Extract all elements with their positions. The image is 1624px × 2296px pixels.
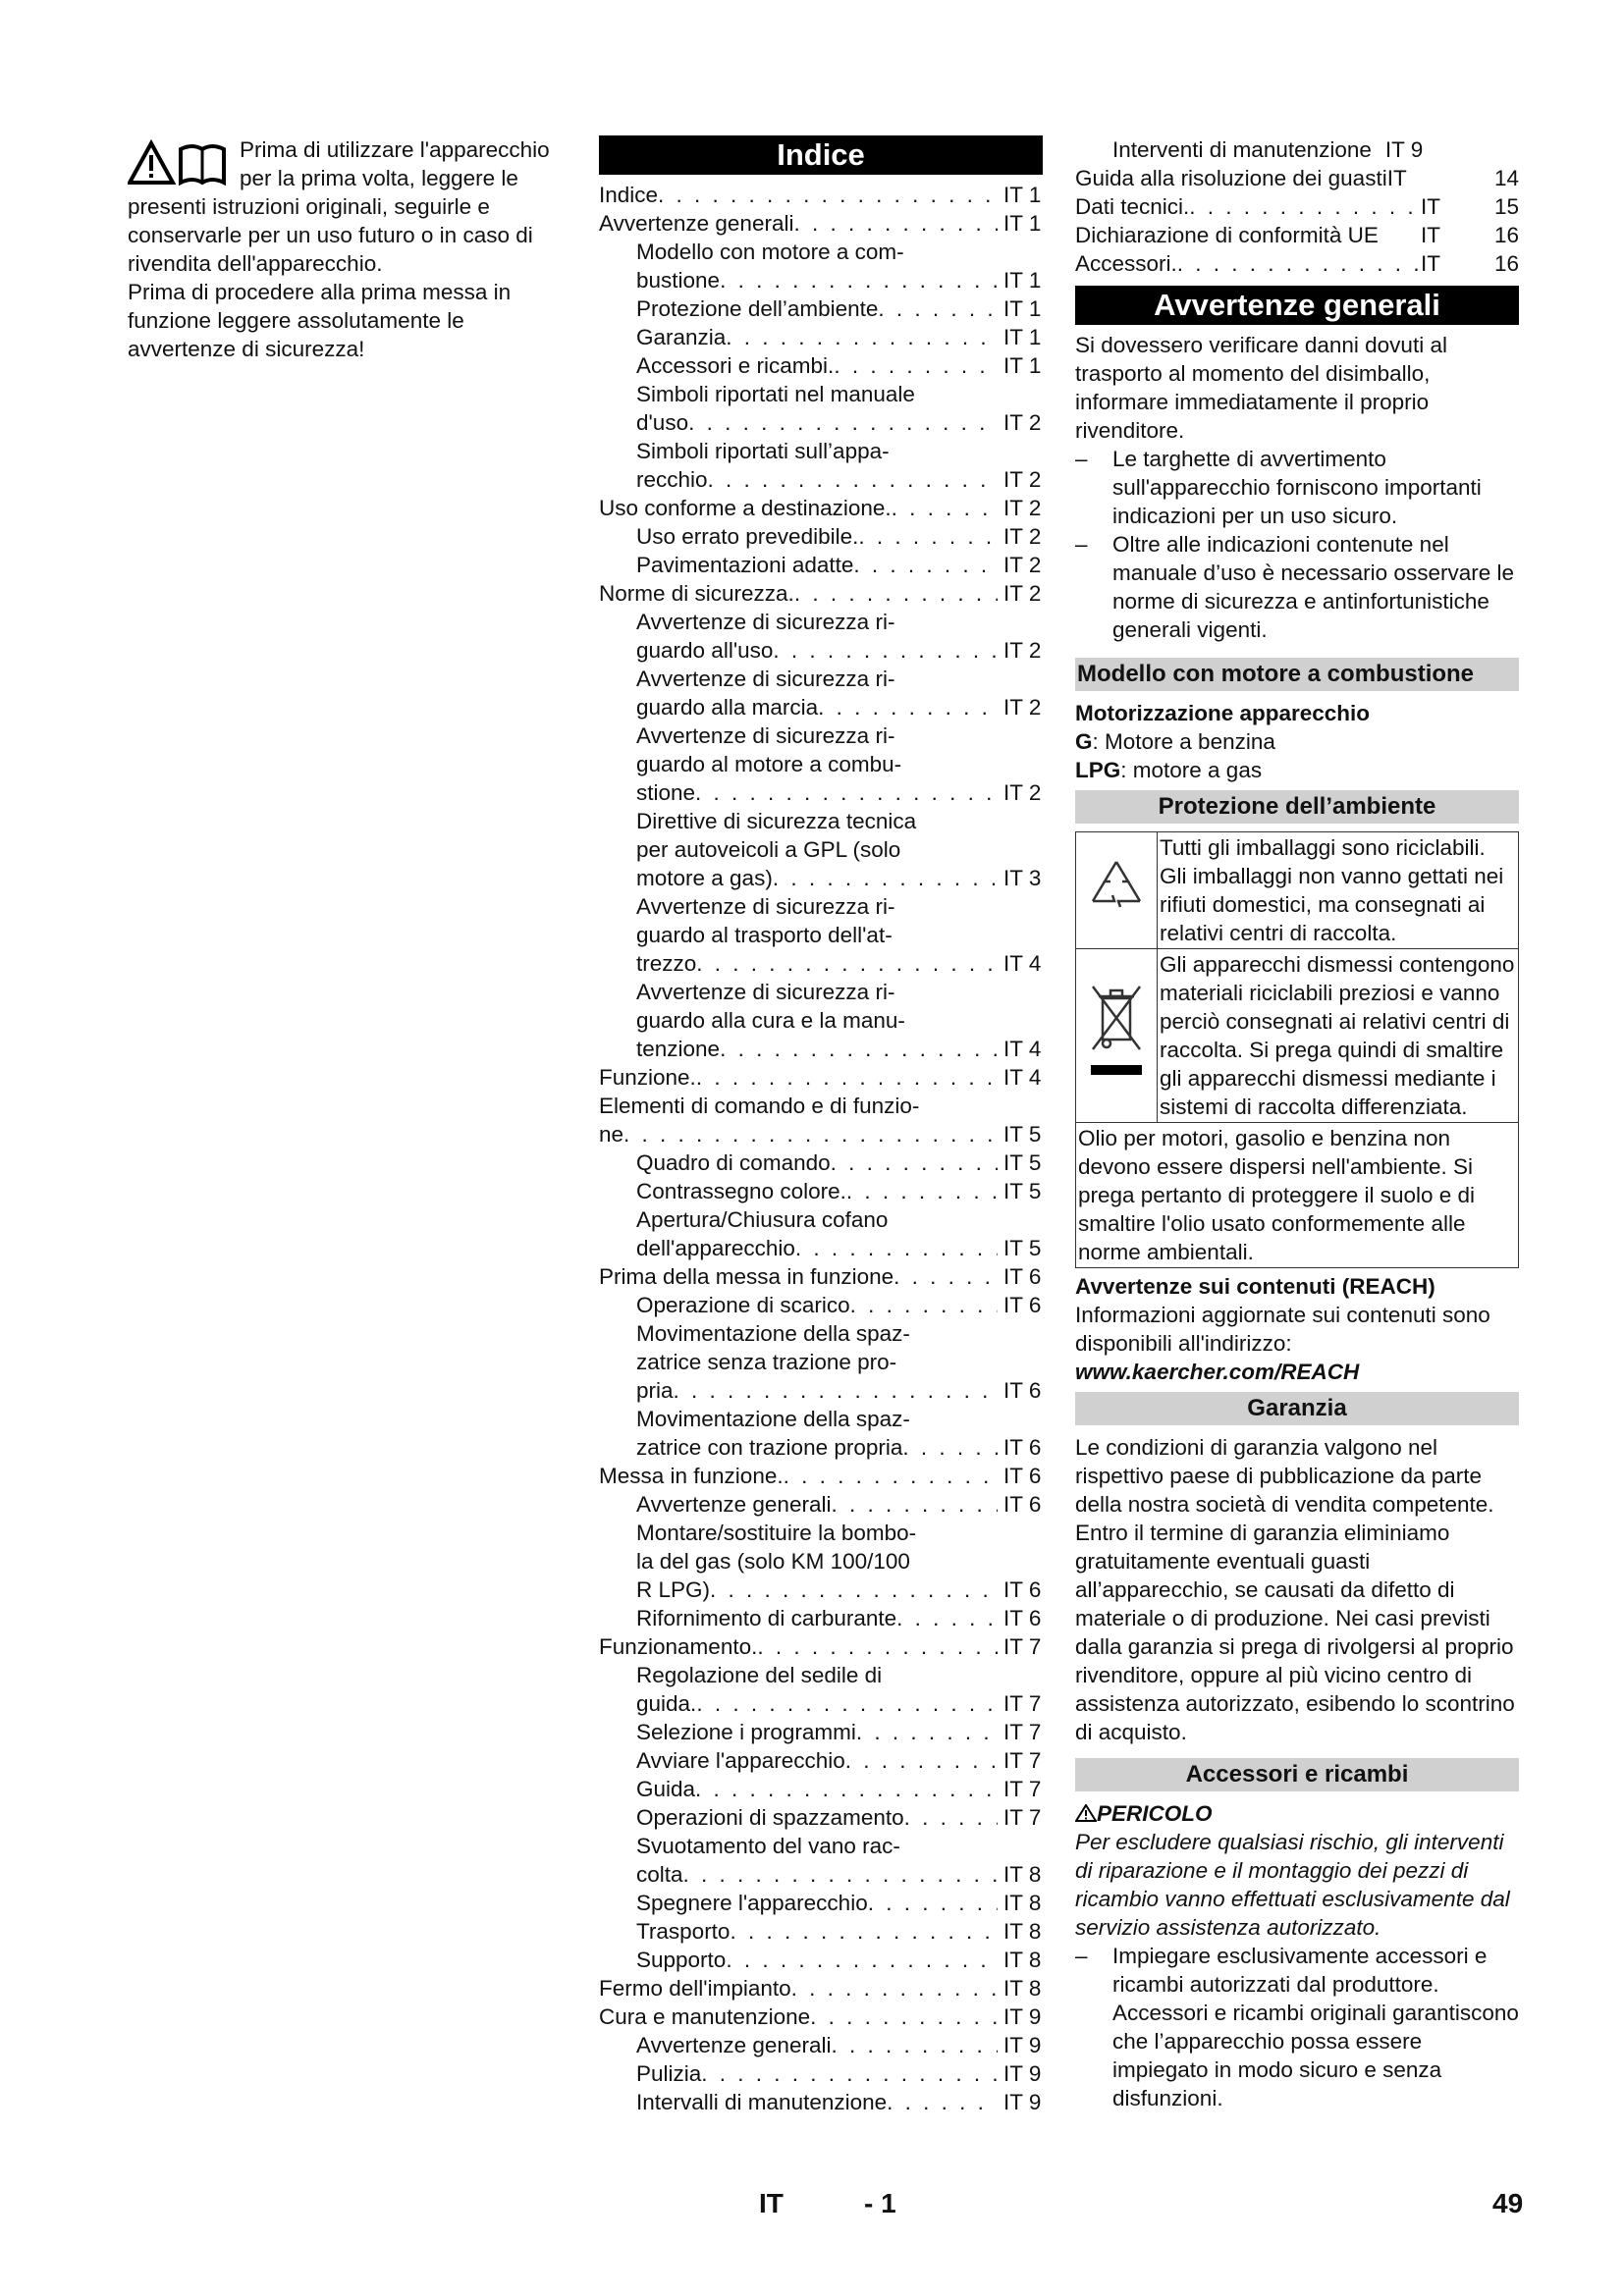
- toc-entry[interactable]: Protezione dell’ambiente . . . IT 1: [599, 294, 1043, 323]
- toc-entry[interactable]: bustione . . . IT 1: [599, 266, 1043, 294]
- toc-entry[interactable]: guardo all'uso . . . IT 2: [599, 636, 1043, 665]
- toc-entry[interactable]: Spegnere l'apparecchio . . . IT 8: [599, 1889, 1043, 1917]
- toc-entry[interactable]: guida. . . . IT 7: [599, 1689, 1043, 1718]
- toc-entry[interactable]: tenzione . . . IT 4: [599, 1035, 1043, 1063]
- toc-entry[interactable]: Trasporto . . . IT 8: [599, 1917, 1043, 1946]
- toc-entry[interactable]: d'uso . . . IT 2: [599, 408, 1043, 437]
- toc-entry[interactable]: motore a gas) . . . IT 3: [599, 864, 1043, 892]
- model-heading: Modello con motore a combustione: [1075, 658, 1519, 691]
- toc-entry[interactable]: Guida alla risoluzione dei guasti IT 14: [1075, 166, 1519, 190]
- accessories-bullet: – Impiegare esclusivamente accessori e ricambi autorizzati dal produttore. Accessori e ricambi originali garantiscono che l’apparecchio possa essere impiegato in modo sicuro e senza disfunzioni.: [1075, 1942, 1519, 2112]
- intro-paragraph-1: Prima di utilizzare l'apparecchio per la prima volta, leggere le presenti istruzioni originali, seguirle e conservarle per un uso futuro o in caso di rivendita dell'apparecchio.: [128, 137, 550, 276]
- footer-page-number: 49: [1492, 2188, 1524, 2218]
- warning-icon: [1075, 1804, 1097, 1822]
- warranty-text: Le condizioni di garanzia valgono nel rispettivo paese di pubblicazione da parte della nostra società di vendita competente. Entro il termine di garanzia eliminiamo gratuitamente eventuali guasti all’apparecchio, se causati da difetto di materiale o di produzione. Nei casi previsti dalla garanzia si prega di rivolgersi al proprio rivenditore, oppure al più vicino centro di assistenza autorizzato, esibendo lo scontrino di acquisto.: [1075, 1435, 1515, 1744]
- toc-entry[interactable]: Dati tecnici. . . . IT 15: [1075, 192, 1519, 221]
- toc-entry[interactable]: Avvertenze generali . . . IT 1: [599, 209, 1043, 238]
- reach-text: Informazioni aggiornate sui contenuti sono disponibili all'indirizzo:: [1075, 1303, 1490, 1356]
- toc-entry[interactable]: Fermo dell'impianto . . . IT 8: [599, 1974, 1043, 2002]
- toc-entry-line: Elementi di comando e di funzio-: [599, 1094, 920, 1118]
- toc-entry-line: Avvertenze di sicurezza ri-: [636, 610, 895, 634]
- toc-entry[interactable]: Rifornimento di carburante . . . IT 6: [599, 1604, 1043, 1632]
- toc-entry-line: per autoveicoli a GPL (solo: [636, 837, 901, 862]
- warranty-heading: Garanzia: [1075, 1392, 1519, 1425]
- toc-entry-line: Modello con motore a com-: [636, 240, 904, 264]
- intro-paragraph-2: Prima di procedere alla prima messa in funzione leggere assolutamente le avvertenze di sicurezza!: [128, 280, 512, 361]
- toc-entry[interactable]: Funzionamento. . . . IT 7: [599, 1632, 1043, 1661]
- toc-entry-line: Simboli riportati sull’appa-: [636, 439, 890, 463]
- toc-entry-line: Apertura/Chiusura cofano: [636, 1207, 889, 1232]
- weee-bin-icon: [1076, 949, 1158, 1123]
- toc-entry[interactable]: Prima della messa in funzione . . . IT 6: [599, 1262, 1043, 1291]
- toc-entry-line: Montare/sostituire la bombo-: [636, 1521, 917, 1545]
- danger-label: PERICOLO: [1075, 1799, 1519, 1828]
- toc-entry[interactable]: R LPG) . . . IT 6: [599, 1575, 1043, 1604]
- toc-entry-line: Direttive di sicurezza tecnica: [636, 809, 917, 833]
- toc-entry-line: guardo alla cura e la manu-: [636, 1008, 905, 1033]
- toc-entry[interactable]: Garanzia . . . IT 1: [599, 323, 1043, 351]
- toc-entry[interactable]: Dichiarazione di conformità UE IT 16: [1075, 223, 1519, 247]
- toc-entry-line: Avvertenze di sicurezza ri-: [636, 667, 895, 691]
- accessories-heading: Accessori e ricambi: [1075, 1758, 1519, 1791]
- toc-entry[interactable]: zatrice con trazione propria . . . IT 6: [599, 1433, 1043, 1462]
- toc-entry[interactable]: Guida . . . IT 7: [599, 1775, 1043, 1803]
- toc-entry-line: zatrice senza trazione pro-: [636, 1350, 897, 1374]
- reach-link[interactable]: www.kaercher.com/REACH: [1075, 1360, 1360, 1384]
- toc-entry[interactable]: Uso errato prevedibile. . . . IT 2: [599, 522, 1043, 551]
- toc-entry[interactable]: Quadro di comando . . . IT 5: [599, 1148, 1043, 1177]
- content-column: [1075, 135, 1519, 2112]
- toc-entry-line: la del gas (solo KM 100/100: [636, 1549, 910, 1574]
- footer-section-number: - 1: [864, 2188, 896, 2218]
- toc-entry[interactable]: pria . . . IT 6: [599, 1376, 1043, 1405]
- toc-entry[interactable]: Accessori e ricambi. . . . IT 1: [599, 351, 1043, 380]
- toc-entry-line: Avvertenze di sicurezza ri-: [636, 980, 895, 1004]
- toc-entry[interactable]: Accessori. . . . IT 16: [1075, 249, 1519, 278]
- index-column: [599, 135, 1043, 2116]
- index-heading: Indice: [599, 135, 1043, 175]
- toc-entry-line: Avvertenze di sicurezza ri-: [636, 894, 895, 919]
- footer-language: IT: [759, 2188, 784, 2218]
- toc-entry-line: Regolazione del sedile di: [636, 1663, 883, 1687]
- toc-entry-line: Avvertenze di sicurezza ri-: [636, 723, 895, 748]
- general-paragraph: Si dovessero verificare danni dovuti al trasporto al momento del disimballo, informare immediatamente il proprio rivenditore.: [1075, 333, 1447, 443]
- general-heading: Avvertenze generali: [1075, 286, 1519, 325]
- toc-entry[interactable]: Avvertenze generali . . . IT 9: [599, 2031, 1043, 2059]
- toc-entry[interactable]: Avvertenze generali . . . IT 6: [599, 1490, 1043, 1519]
- toc-entry-line: guardo al motore a combu-: [636, 752, 902, 776]
- recycle-icon: [1076, 832, 1158, 949]
- toc-entry[interactable]: Selezione i programmi . . . IT 7: [599, 1718, 1043, 1746]
- general-bullet-1: – Le targhette di avvertimento sull'apparecchio forniscono importanti indicazioni per un uso sicuro.: [1075, 445, 1519, 530]
- model-g-line: G: Motore a benzina: [1075, 729, 1275, 754]
- environment-heading: Protezione dell’ambiente: [1075, 790, 1519, 824]
- toc-entry[interactable]: Indice . . . IT 1: [599, 181, 1043, 209]
- toc-entry-line: Simboli riportati nel manuale: [636, 382, 915, 406]
- toc-entry[interactable]: guardo alla marcia . . . IT 2: [599, 693, 1043, 721]
- toc-entry-line: Movimentazione della spaz-: [636, 1321, 910, 1346]
- toc-entry-line: Movimentazione della spaz-: [636, 1407, 910, 1431]
- oil-text: Olio per motori, gasolio e benzina non devono essere dispersi nell'ambiente. Si prega pertanto di proteggere il suolo e di smaltire l'olio usato conformemente alle norme ambientali.: [1076, 1123, 1519, 1268]
- environment-table: [1075, 831, 1519, 1268]
- toc-entry[interactable]: Cura e manutenzione . . . IT 9: [599, 2002, 1043, 2031]
- toc-entry[interactable]: ne . . . IT 5: [599, 1120, 1043, 1148]
- model-lpg-line: LPG: motore a gas: [1075, 758, 1263, 782]
- toc-entry[interactable]: Pavimentazioni adatte . . . IT 2: [599, 551, 1043, 579]
- toc-entry-line: Svuotamento del vano rac-: [636, 1834, 900, 1858]
- toc-entry[interactable]: Norme di sicurezza. . . . IT 2: [599, 579, 1043, 608]
- toc-entry[interactable]: recchio . . . IT 2: [599, 465, 1043, 494]
- toc-entry[interactable]: colta . . . IT 8: [599, 1860, 1043, 1889]
- toc-entry[interactable]: Intervalli di manutenzione . . . IT 9: [599, 2088, 1043, 2116]
- toc-entry[interactable]: stione . . . IT 2: [599, 778, 1043, 807]
- toc-entry[interactable]: Funzione. . . . IT 4: [599, 1063, 1043, 1092]
- toc-entry[interactable]: dell'apparecchio . . . IT 5: [599, 1234, 1043, 1262]
- toc-entry[interactable]: Operazione di scarico . . . IT 6: [599, 1291, 1043, 1319]
- general-bullet-2: – Oltre alle indicazioni contenute nel manuale d’uso è necessario osservare le norme di sicurezza e antinfortunistiche generali vigenti.: [1075, 530, 1519, 644]
- reach-title: Avvertenze sui contenuti (REACH): [1075, 1274, 1435, 1299]
- toc-entry[interactable]: Avviare l'apparecchio . . . IT 7: [599, 1746, 1043, 1775]
- recycling-text: Tutti gli imballaggi sono riciclabili. Gli imballaggi non vanno gettati nei rifiuti domestici, ma consegnati ai relativi centri di raccolta.: [1158, 832, 1519, 949]
- intro-column: [128, 135, 569, 363]
- toc-entry[interactable]: Contrassegno colore. . . . IT 5: [599, 1177, 1043, 1205]
- toc-entry[interactable]: Interventi di manutenzione IT 9: [1112, 137, 1424, 162]
- toc-entry[interactable]: Uso conforme a destinazione. . . . IT 2: [599, 494, 1043, 522]
- toc-entry[interactable]: Pulizia . . . IT 9: [599, 2059, 1043, 2088]
- toc-entry[interactable]: Messa in funzione. . . . IT 6: [599, 1462, 1043, 1490]
- warning-manual-icon: [128, 139, 234, 187]
- weee-text: Gli apparecchi dismessi contengono materiali riciclabili preziosi e vanno perciò consegnati ai relativi centri di raccolta. Si prega quindi di smaltire gli apparecchi dismessi mediante i sistemi di raccolta differenziata.: [1158, 949, 1519, 1123]
- danger-text: Per escludere qualsiasi rischio, gli interventi di riparazione e il montaggio dei pezzi di ricambio vanno effettuati esclusivamente dal servizio assistenza autorizzato.: [1075, 1830, 1510, 1940]
- model-subtitle: Motorizzazione apparecchio: [1075, 701, 1371, 725]
- toc-entry[interactable]: Operazioni di spazzamento . . . IT 7: [599, 1803, 1043, 1832]
- toc-entry[interactable]: trezzo . . . IT 4: [599, 949, 1043, 978]
- toc-entry[interactable]: Supporto . . . IT 8: [599, 1946, 1043, 1974]
- toc-entry-line: guardo al trasporto dell'at-: [636, 923, 893, 947]
